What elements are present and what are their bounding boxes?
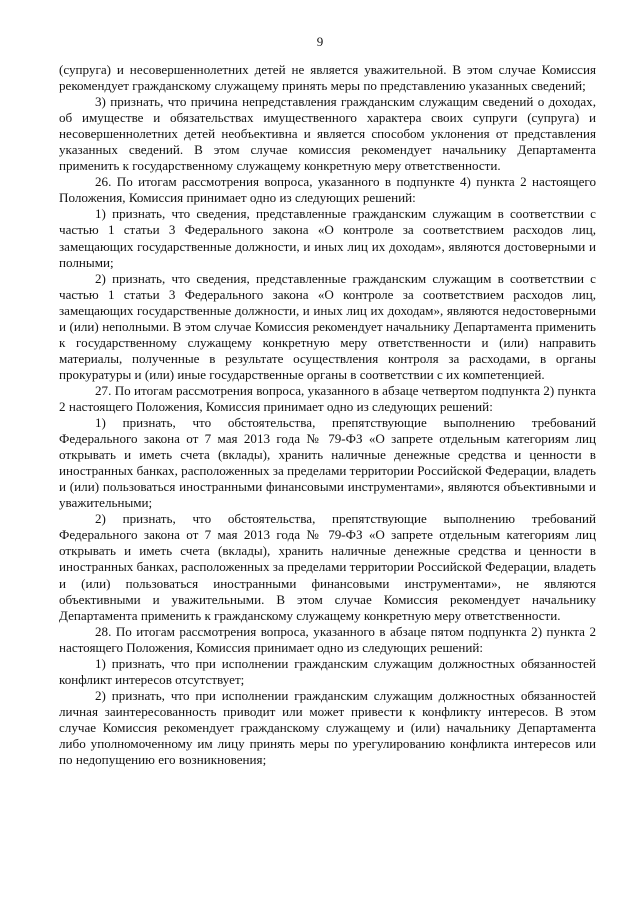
paragraph-28-item-1: 1) признать, что при исполнении гражданским служащим должностных обязанностей конфликт интересов отсутствует; — [59, 655, 596, 687]
document-body — [59, 62, 596, 768]
paragraph-27-item-1: 1) признать, что обстоятельства, препятствующие выполнению требований Федерального закона от 7 мая 2013 года № 79-ФЗ «О запрете отдельным категориям лиц открывать и иметь счета (вклады), хранить наличные денежные средства и ценности в иностранных банках, расположенных за пределами территории Российской Федерации, владеть и (или) пользоваться иностранными финансовыми инструментами», являются объективными и уважительными; — [59, 415, 596, 511]
paragraph-27-item-2: 2) признать, что обстоятельства, препятствующие выполнению требований Федерального закона от 7 мая 2013 года № 79-ФЗ «О запрете отдельным категориям лиц открывать и иметь счета (вклады), хранить наличные денежные средства и ценности в иностранных банках, расположенных за пределами территории Российской Федерации, владеть и (или) пользоваться иностранными финансовыми инструментами», не являются объективными и уважительными. В этом случае Комиссия рекомендует начальнику Департамента применить к гражданскому служащему конкретную меру ответственности. — [59, 511, 596, 623]
paragraph-clause-27: 27. По итогам рассмотрения вопроса, указанного в абзаце четвертом подпункта 2) пункта 2 настоящего Положения, Комиссия принимает одно из следующих решений: — [59, 382, 596, 414]
paragraph-clause-28: 28. По итогам рассмотрения вопроса, указанного в абзаце пятом подпункта 2) пункта 2 настоящего Положения, Комиссия принимает одно из следующих решений: — [59, 623, 596, 655]
paragraph-28-item-2: 2) признать, что при исполнении гражданским служащим должностных обязанностей личная заинтересованность приводит или может привести к конфликту интересов. В этом случае Комиссия рекомендует гражданскому служащему и (или) начальнику Департамента либо уполномоченному им лицу принять меры по урегулированию конфликта интересов или по недопущению его возникновения; — [59, 687, 596, 768]
paragraph-26-item-2: 2) признать, что сведения, представленные гражданским служащим в соответствии с частью 1 статьи 3 Федерального закона «О контроле за соответствием расходов лиц, замещающих государственные должности, и иных лиц их доходам», являются недостоверными и (или) неполными. В этом случае Комиссия рекомендует начальнику Департамента применить к государственному служащему конкретную меру ответственности и (или) направить материалы, полученные в результате осуществления контроля за расходами, в органы прокуратуры и (или) иные государственные органы в соответствии с их компетенцией. — [59, 270, 596, 382]
paragraph-continuation: (супруга) и несовершеннолетних детей не является уважительной. В этом случае Комиссия рекомендует гражданскому служащему принять меры по представлению указанных сведений; — [59, 62, 596, 94]
page-number: 9 — [316, 34, 324, 49]
paragraph-26-item-1: 1) признать, что сведения, представленные гражданским служащим в соответствии с частью 1 статьи 3 Федерального закона «О контроле за соответствием расходов лиц, замещающих государственные должности, и иных лиц их доходам», являются достоверными и полными; — [59, 206, 596, 270]
paragraph-item-3: 3) признать, что причина непредставления гражданским служащим сведений о доходах, об имуществе и обязательствах имущественного характера своих супруги (супруга) и несовершеннолетних детей необъективна и является способом уклонения от представления указанных сведений. В этом случае комиссия рекомендует начальнику Департамента применить к государственному служащему конкретную меру ответственности. — [59, 94, 596, 174]
paragraph-clause-26: 26. По итогам рассмотрения вопроса, указанного в подпункте 4) пункта 2 настоящего Положения, Комиссия принимает одно из следующих решений: — [59, 174, 596, 206]
